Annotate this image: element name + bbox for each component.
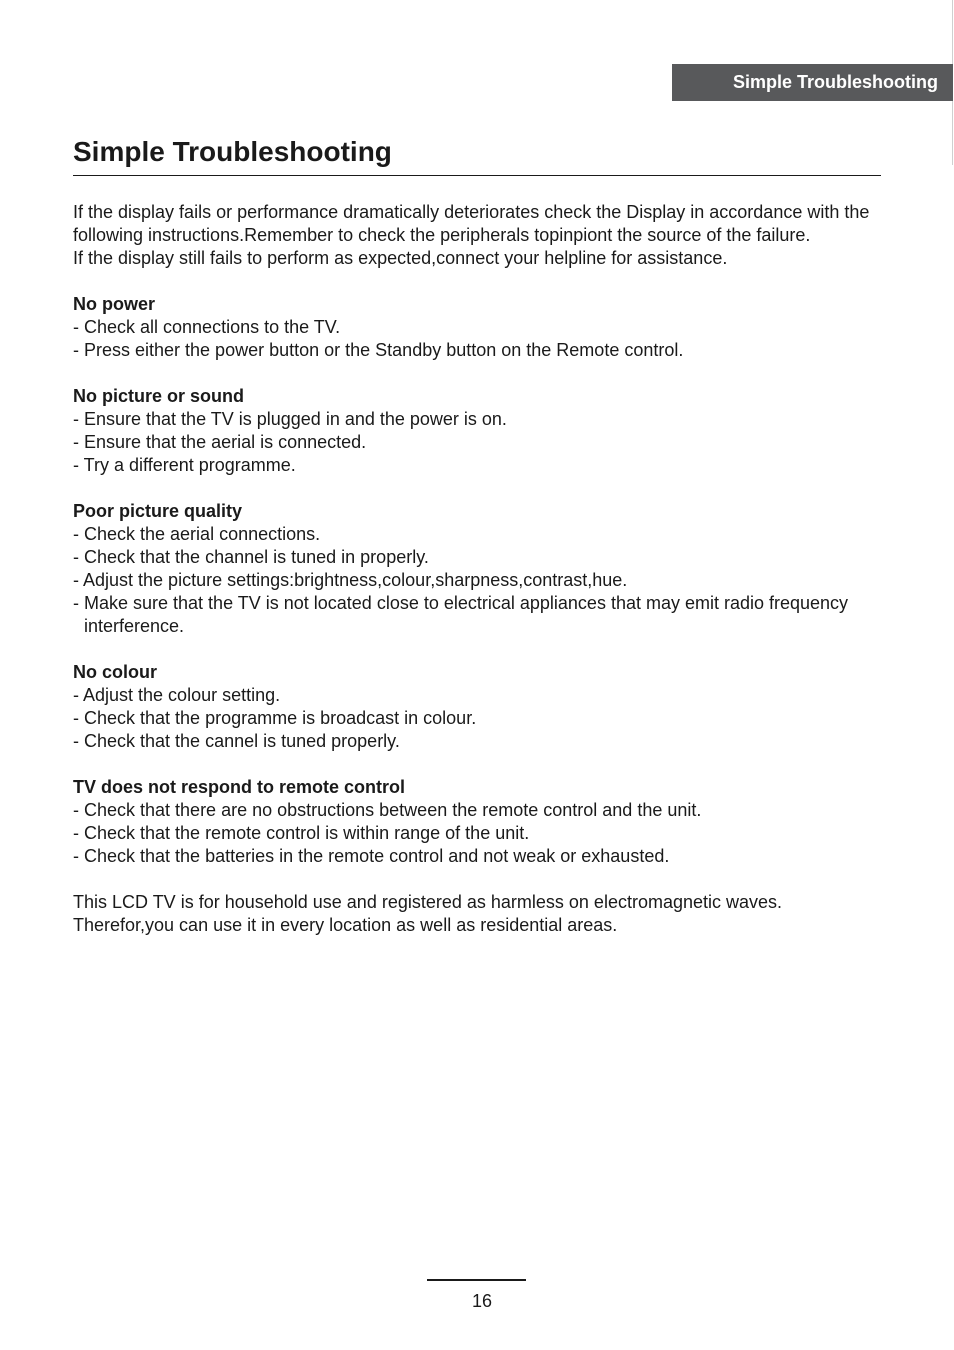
list-item: - Check that the remote control is within range of the unit. xyxy=(73,823,530,843)
section-heading: No power xyxy=(73,294,156,314)
list-item: - Press either the power button or the Standby button on the Remote control. xyxy=(73,340,684,360)
list-item: - Adjust the picture settings:brightness,colour,sharpness,contrast,hue. xyxy=(73,570,628,590)
list-item: - Check that the cannel is tuned properly. xyxy=(73,731,400,751)
list-item: - Check the aerial connections. xyxy=(73,524,321,544)
section-heading: No picture or sound xyxy=(73,386,244,406)
section-remote-control xyxy=(73,776,881,868)
list-item: - Check that the channel is tuned in properly. xyxy=(73,547,429,567)
section-heading: Poor picture quality xyxy=(73,501,243,521)
section-poor-picture-quality xyxy=(73,500,881,638)
closing-text xyxy=(73,891,881,937)
list-item: - Check all connections to the TV. xyxy=(73,317,341,337)
section-heading: TV does not respond to remote control xyxy=(73,777,406,797)
section-list xyxy=(73,316,881,362)
list-item: - Ensure that the aerial is connected. xyxy=(73,432,367,452)
footer-divider xyxy=(427,1279,526,1281)
list-item: - Try a different programme. xyxy=(73,455,296,475)
list-item: - Check that the programme is broadcast in colour. xyxy=(73,708,477,728)
section-no-picture-or-sound xyxy=(73,385,881,477)
page-title: Simple Troubleshooting xyxy=(73,136,392,167)
title-divider xyxy=(73,175,881,176)
section-list xyxy=(73,523,881,638)
list-item: - Make sure that the TV is not located close to electrical appliances that may emit radio frequency interference. xyxy=(73,593,849,636)
list-item: - Check that the batteries in the remote control and not weak or exhausted. xyxy=(73,846,670,866)
section-heading: No colour xyxy=(73,662,157,682)
intro-paragraph: If the display still fails to perform as expected,connect your helpline for assistance. xyxy=(73,248,728,268)
list-item: - Check that there are no obstructions between the remote control and the unit. xyxy=(73,800,702,820)
section-no-colour xyxy=(73,661,881,753)
list-item: - Ensure that the TV is plugged in and the power is on. xyxy=(73,409,507,429)
section-list xyxy=(73,799,881,868)
section-header-tab: Simple Troubleshooting xyxy=(672,64,953,101)
document-body xyxy=(73,201,881,937)
page-number: 16 xyxy=(471,1291,493,1311)
closing-line: This LCD TV is for household use and registered as harmless on electromagnetic waves. xyxy=(73,892,783,912)
section-no-power xyxy=(73,293,881,362)
intro-text xyxy=(73,201,881,270)
closing-line: Therefor,you can use it in every location as well as residential areas. xyxy=(73,915,618,935)
intro-paragraph: If the display fails or performance dramatically deteriorates check the Display in accordance with the following instructions.Remember to check the peripherals topinpiont the source of the failure. xyxy=(73,202,870,245)
list-item: - Adjust the colour setting. xyxy=(73,685,281,705)
section-list xyxy=(73,684,881,753)
section-list xyxy=(73,408,881,477)
